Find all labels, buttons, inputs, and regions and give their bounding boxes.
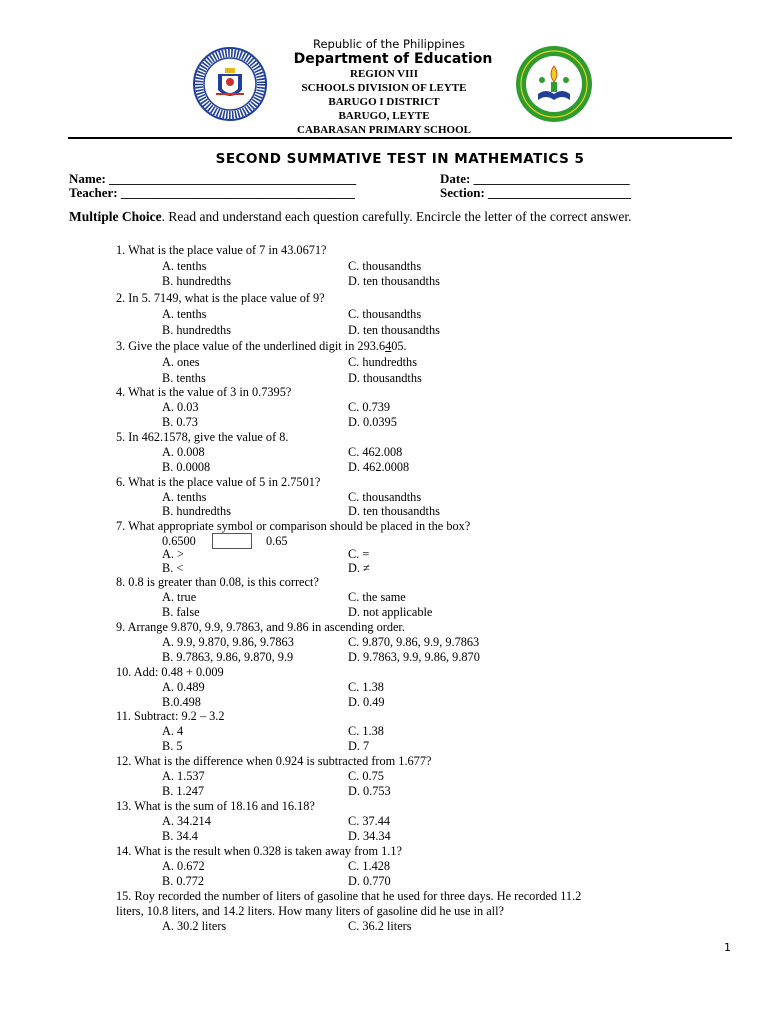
choice-a[interactable]: A. tenths <box>162 307 207 321</box>
choice-d[interactable]: D. 7 <box>348 739 370 753</box>
choice-c[interactable]: C. 0.75 <box>348 769 384 783</box>
choice-c[interactable]: C. the same <box>348 590 406 604</box>
choice-b[interactable]: B. tenths <box>162 371 206 385</box>
choice-b[interactable]: B. 0.0008 <box>162 460 211 474</box>
choice-d[interactable]: D. ten thousandths <box>348 274 440 288</box>
section-field: Section: ______________________ <box>440 185 632 200</box>
choice-d[interactable]: D. ≠ <box>348 561 370 575</box>
question-text: 9. Arrange 9.870, 9.9, 9.7863, and 9.86 in ascending order. <box>116 620 405 634</box>
letterhead <box>0 37 768 137</box>
choice-a[interactable]: A. 34.214 <box>162 814 211 828</box>
choice-d[interactable]: D. 462.0008 <box>348 460 410 474</box>
test-title: SECOND SUMMATIVE TEST IN MATHEMATICS 5 <box>215 151 585 167</box>
instructions <box>69 209 721 225</box>
choice-a[interactable]: A. > <box>162 547 184 561</box>
choice-c[interactable]: C. 1.428 <box>348 859 391 873</box>
choice-a[interactable]: A. tenths <box>162 490 207 504</box>
region-line: REGION VIII <box>350 68 418 80</box>
choice-b[interactable]: B. hundredths <box>162 504 231 518</box>
choice-d[interactable]: D. 0.770 <box>348 874 391 888</box>
choice-c[interactable]: C. = <box>348 547 370 561</box>
choice-d[interactable]: D. 34.34 <box>348 829 391 843</box>
choice-c[interactable]: C. 36.2 liters <box>348 919 412 933</box>
choice-a[interactable]: A. tenths <box>162 259 207 273</box>
choice-c[interactable]: C. thousandths <box>348 259 422 273</box>
choice-b[interactable]: B. < <box>162 561 184 575</box>
question-text: 13. What is the sum of 18.16 and 16.18? <box>116 799 315 813</box>
question-text: 4. What is the value of 3 in 0.7395? <box>116 385 292 399</box>
choice-b[interactable]: B. 1.247 <box>162 784 205 798</box>
choice-a[interactable]: A. 4 <box>162 724 184 738</box>
district-line: BARUGO I DISTRICT <box>328 96 440 108</box>
choice-a[interactable]: A. 0.03 <box>162 400 199 414</box>
choice-d[interactable]: D. ten thousandths <box>348 323 440 337</box>
choice-c[interactable]: C. 0.739 <box>348 400 391 414</box>
choice-c[interactable]: C. 9.870, 9.86, 9.9, 9.7863 <box>348 635 480 649</box>
choice-d[interactable]: D. thousandths <box>348 371 422 385</box>
choice-c[interactable]: C. thousandths <box>348 307 422 321</box>
department-line: Department of Education <box>293 51 493 67</box>
choice-d[interactable]: D. not applicable <box>348 605 433 619</box>
header-divider <box>68 137 732 139</box>
choice-d[interactable]: D. ten thousandths <box>348 504 440 518</box>
choice-a[interactable]: A. 0.672 <box>162 859 205 873</box>
choice-d[interactable]: D. 0.753 <box>348 784 391 798</box>
choice-b[interactable]: B.0.498 <box>162 695 201 709</box>
choice-b[interactable]: B. 5 <box>162 739 183 753</box>
choice-b[interactable]: B. 34.4 <box>162 829 198 843</box>
question-text: 15. Roy recorded the number of liters of gasoline that he used for three days. He recorded 11.2 <box>116 889 582 903</box>
choice-d[interactable]: D. 9.7863, 9.9, 9.86, 9.870 <box>348 650 480 664</box>
deped-seal-icon <box>192 46 268 122</box>
choice-b[interactable]: B. 9.7863, 9.86, 9.870, 9.9 <box>162 650 294 664</box>
question-text: 14. What is the result when 0.328 is taken away from 1.1? <box>116 844 402 858</box>
comparison-box[interactable] <box>212 533 252 549</box>
choice-a[interactable]: A. ones <box>162 355 200 369</box>
underlined-digit: 4 <box>385 339 392 353</box>
question-text: 6. What is the place value of 5 in 2.7501? <box>116 475 321 489</box>
choice-c[interactable]: C. hundredths <box>348 355 417 369</box>
date-field: Date: ________________________ <box>440 171 630 186</box>
compare-left-value: 0.6500 <box>162 534 196 548</box>
choice-a[interactable]: A. true <box>162 590 197 604</box>
choice-c[interactable]: C. 37.44 <box>348 814 391 828</box>
choice-a[interactable]: A. 9.9, 9.870, 9.86, 9.7863 <box>162 635 294 649</box>
republic-line: Republic of the Philippines <box>312 37 466 51</box>
question-text: 5. In 462.1578, give the value of 8. <box>116 430 289 444</box>
choice-d[interactable]: D. 0.0395 <box>348 415 397 429</box>
instructions-label: Multiple Choice <box>69 209 162 224</box>
question-text: 8. 0.8 is greater than 0.08, is this correct? <box>116 575 319 589</box>
name-field: Name: ______________________________________ <box>69 171 357 186</box>
choice-c[interactable]: C. 462.008 <box>348 445 403 459</box>
question-text: 10. Add: 0.48 + 0.009 <box>116 665 224 679</box>
choice-a[interactable]: A. 1.537 <box>162 769 205 783</box>
question-text: 1. What is the place value of 7 in 43.0671? <box>116 243 327 257</box>
choice-c[interactable]: C. 1.38 <box>348 680 384 694</box>
choice-b[interactable]: B. false <box>162 605 200 619</box>
question-text: 7. What appropriate symbol or comparison should be placed in the box? <box>116 519 471 533</box>
school-line: CABARASAN PRIMARY SCHOOL <box>297 124 471 136</box>
teacher-field: Teacher: ____________________________________ <box>69 185 355 200</box>
choice-a[interactable]: A. 0.008 <box>162 445 205 459</box>
choice-c[interactable]: C. thousandths <box>348 490 422 504</box>
school-seal-icon <box>514 44 594 124</box>
page-number: 1 <box>724 941 731 954</box>
choice-a[interactable]: A. 0.489 <box>162 680 205 694</box>
division-line: SCHOOLS DIVISION OF LEYTE <box>301 82 467 94</box>
question-text: 11. Subtract: 9.2 – 3.2 <box>116 709 225 723</box>
question-text: 3. Give the place value of the underlined digit in 293.6405. <box>116 339 407 353</box>
question-text: 12. What is the difference when 0.924 is subtracted from 1.677? <box>116 754 432 768</box>
town-line: BARUGO, LEYTE <box>338 110 430 122</box>
choice-c[interactable]: C. 1.38 <box>348 724 384 738</box>
choice-b[interactable]: B. hundredths <box>162 323 231 337</box>
choice-a[interactable]: A. 30.2 liters <box>162 919 227 933</box>
choice-b[interactable]: B. 0.772 <box>162 874 205 888</box>
compare-right-value: 0.65 <box>266 534 288 548</box>
choice-b[interactable]: B. 0.73 <box>162 415 198 429</box>
instructions-text: . Read and understand each question carefully. Encircle the letter of the correct answer. <box>161 209 632 224</box>
question-text: 2. In 5. 7149, what is the place value of 9? <box>116 291 325 305</box>
question-text-continued: liters, 10.8 liters, and 14.2 liters. How many liters of gasoline did he use in all? <box>116 904 504 918</box>
choice-b[interactable]: B. hundredths <box>162 274 231 288</box>
choice-d[interactable]: D. 0.49 <box>348 695 385 709</box>
